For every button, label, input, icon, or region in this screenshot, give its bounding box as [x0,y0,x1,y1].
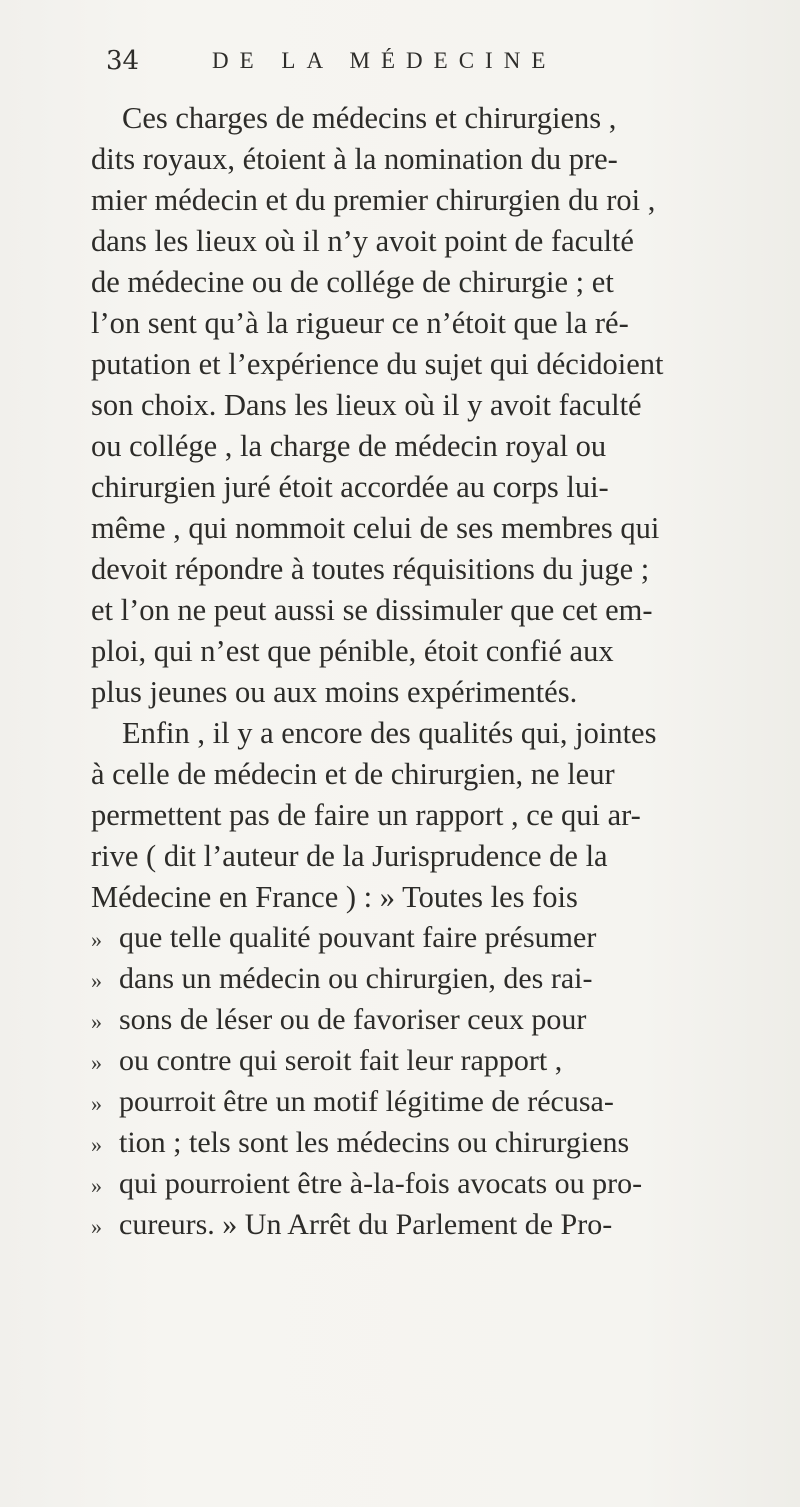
text-line: et l’on ne peut aussi se dissimuler que cet em- [91,593,653,627]
text-line: Médecine en France ) : » Toutes les fois [91,880,578,914]
quote-line [91,959,592,1001]
text-line: son choix. Dans les lieux où il y avoit faculté [91,388,642,422]
running-head: DE LA MÉDECINE [212,48,557,73]
quote-text: pourroit être un motif légitime de récusa- [119,1085,614,1118]
quote-line [91,1082,614,1124]
quote-text: que telle qualité pouvant faire présumer [119,921,597,954]
text-line: chirurgien juré étoit accordée au corps lui- [91,470,609,504]
quote-line [91,1123,629,1165]
text-line: mier médecin et du premier chirurgien du roi , [91,183,656,217]
text-line: dits royaux, étoient à la nomination du pre- [91,142,618,176]
quote-text: qui pourroient être à-la-fois avocats ou pro- [119,1167,643,1200]
text-line: Ces charges de médecins et chirurgiens , [122,101,617,135]
quote-mark: » [91,968,102,993]
quote-line [91,1164,642,1206]
text-line: Enfin , il y a encore des qualités qui, jointes [122,716,657,750]
quote-line [91,1205,612,1247]
quote-mark: » [91,1132,102,1157]
page-header [106,44,706,78]
quote-mark: » [91,927,102,952]
quote-text: dans un médecin ou chirurgien, des rai- [119,962,593,995]
text-line: putation et l’expérience du sujet qui décidoient [91,347,664,381]
text-line: ploi, qui n’est que pénible, étoit confié aux [91,634,614,668]
quote-line [91,1041,562,1083]
quote-text: cureurs. » Un Arrêt du Parlement de Pro- [119,1208,613,1241]
text-line: de médecine ou de collége de chirurgie ; et [91,265,614,299]
quote-line [91,1000,586,1042]
text-line: dans les lieux où il n’y avoit point de faculté [91,224,634,258]
quote-mark: » [91,1009,102,1034]
text-line: permettent pas de faire un rapport , ce qui ar- [91,798,641,832]
text-line: plus jeunes ou aux moins expérimentés. [91,675,578,709]
quote-text: sons de léser ou de favoriser ceux pour [119,1003,587,1036]
quote-text: ou contre qui seroit fait leur rapport , [119,1044,563,1077]
text-line: devoit répondre à toutes réquisitions du juge ; [91,552,650,586]
page-number: 34 [106,46,140,76]
text-line: même , qui nommoit celui de ses membres qui [91,511,660,545]
quote-text: tion ; tels sont les médecins ou chirurgiens [119,1126,630,1159]
quote-mark: » [91,1050,102,1075]
quote-mark: » [91,1173,102,1198]
text-line: l’on sent qu’à la rigueur ce n’étoit que la ré- [91,306,629,340]
text-line: à celle de médecin et de chirurgien, ne leur [91,757,615,791]
text-line: ou collége , la charge de médecin royal ou [91,429,607,463]
text-line: rive ( dit l’auteur de la Jurisprudence de la [91,839,608,873]
quote-mark: » [91,1091,102,1116]
quote-mark: » [91,1214,102,1239]
quote-line [91,918,596,960]
